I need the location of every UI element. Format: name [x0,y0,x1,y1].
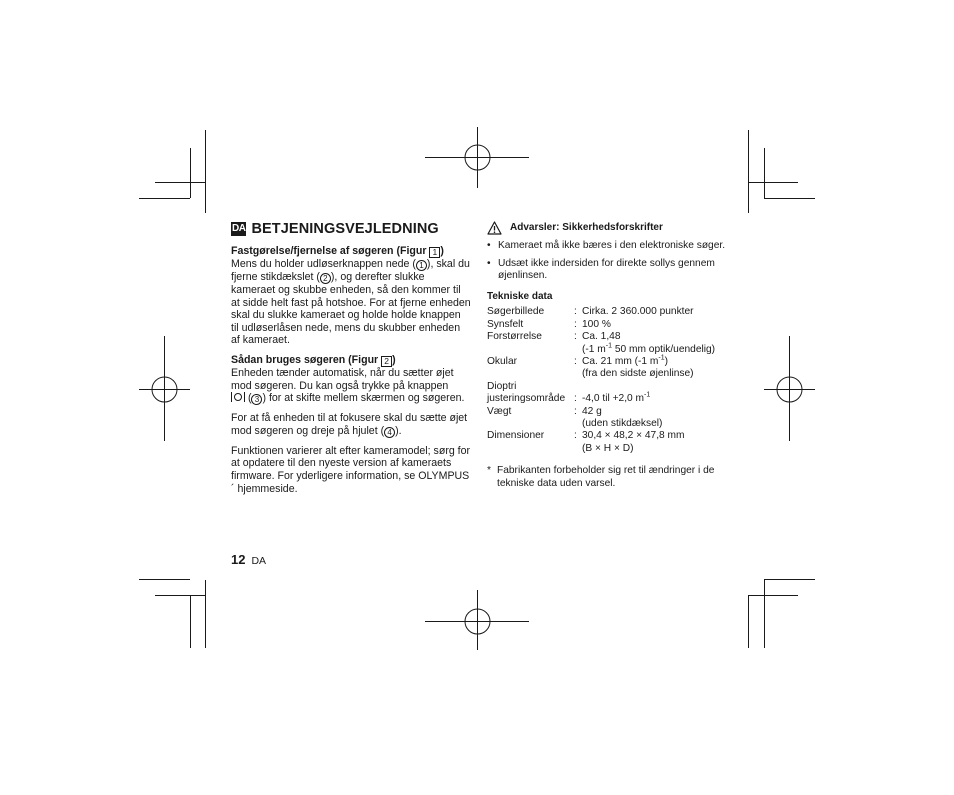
callout-number: 2 [320,273,331,284]
table-row: (uden stikdæksel) [582,418,663,430]
figure-number: 2 [381,356,392,367]
title-row [231,221,471,237]
section-heading-usage: Sådan bruges søgeren (Figur 2 ) [231,353,396,366]
footnote-asterisk: * [487,465,491,477]
paragraph-usage: Enheden tænder automatisk, når du sætter øjet mod søgeren. Du kan også trykke på knappen ( 3 ) for at skifte mellem skærmen og søgeren. [231,366,465,405]
right-column [487,221,737,490]
paragraph-attach: Mens du holder udløserknappen nede ( 1 ), skal du fjerne stikdækslet ( 2 ), og derefter slukke kameraet og skubbe enheden, så den kommer til at sidde helt fast på hotshoe. For at fjerne enheden skal du slukke kameraet og holde holde knappen til udløserlåsen nede, mens du skubber enheden af kameraet. [231,258,471,347]
callout-number: 3 [251,394,262,405]
footnote-text: Fabrikanten forbeholder sig ret til ændringer i de tekniske data uden varsel. [497,465,715,489]
specs-table [487,306,715,455]
list-item: • Kameraet må ikke bæres i den elektroniske søger. [487,240,737,253]
left-column [231,221,471,502]
table-row: Dioptri [487,380,517,392]
warning-header [487,221,737,235]
warning-list [487,240,737,283]
page-number: 12 [231,552,246,567]
page-footer [231,552,266,567]
section-heading-attach: Fastgørelse/fjernelse af søgeren (Figur 1 ) [231,245,444,257]
table-row: Okular : Ca. 21 mm (-1 $m^{-1}$) [487,354,669,367]
tech-data-heading: Tekniske data [487,290,553,302]
table-row: Søgerbillede : Cirka. 2 360.000 punkter [487,306,694,318]
warning-title: Advarsler: Sikkerhedsforskrifter [510,221,663,233]
table-row: Forstørrelse : Ca. 1,48 [487,331,621,343]
footnote [487,465,737,490]
table-row: justeringsområde : -4,0 til +2,0 $m^{-1}$ [487,391,651,405]
table-row: (fra den sidste øjenlinse) [582,368,694,380]
page-language: DA [251,555,267,567]
table-row: (B × H × D) [582,442,634,454]
table-row: Dimensioner : 30,4 × 48,2 × 47,8 mm [487,430,685,442]
warning-icon [487,221,502,235]
language-badge: DA [232,223,246,234]
table-row: (-1 $m^{-1}$ 50 mm optik/uendelig) [582,342,716,355]
list-item: • Udsæt ikke indersiden for direkte sollys gennem øjenlinsen. [487,258,737,283]
callout-number: 1 [416,260,427,271]
lv-button-icon [231,392,245,402]
table-row: Synsfelt : 100 % [487,318,611,330]
figure-number: 1 [429,247,440,258]
callout-number: 4 [384,427,395,438]
page-title: BETJENINGSVEJLEDNING [251,221,439,237]
paragraph-focus: For at få enheden til at fokusere skal du sætte øjet mod søgeren og dreje på hjulet ( 4 ). [231,412,468,437]
table-row: Vægt : 42 g [487,405,602,417]
paragraph-firmware: Funktionen varierer alt efter kameramodel; sørg for at opdatere til den nyeste version af kameraets firmware. For yderligere information, se OLYMPUS´ hjemmeside. [231,444,471,495]
